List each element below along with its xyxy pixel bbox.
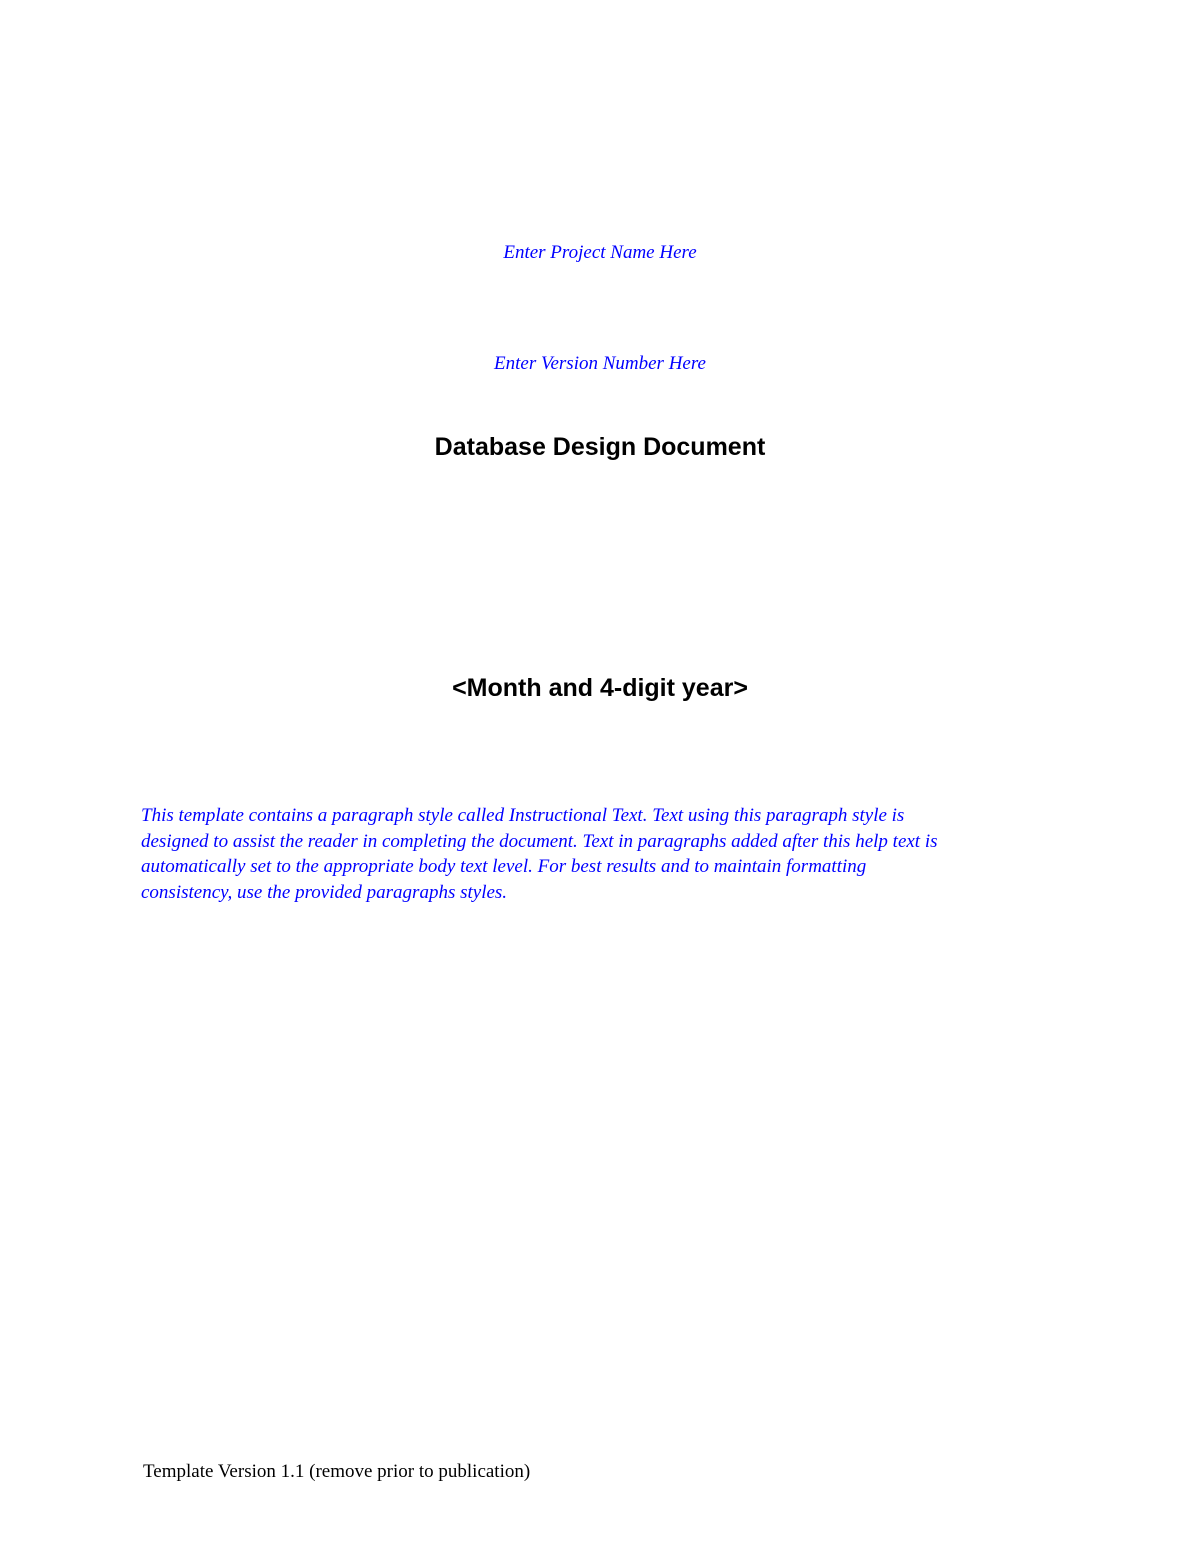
version-number-placeholder[interactable]: Enter Version Number Here (494, 353, 706, 374)
project-name-placeholder[interactable]: Enter Project Name Here (503, 242, 697, 263)
instructional-text-line: consistency, use the provided paragraphs styles. (141, 881, 508, 903)
date-placeholder[interactable]: <Month and 4-digit year> (452, 674, 748, 702)
template-version-footer: Template Version 1.1 (remove prior to publication) (143, 1461, 531, 1482)
instructional-text-line: designed to assist the reader in completing the document. Text in paragraphs added after this help text is (141, 830, 938, 852)
instructional-text-line: This template contains a paragraph style called Instructional Text. Text using this paragraph style is (141, 805, 905, 826)
instructional-text-line: automatically set to the appropriate body text level. For best results and to maintain formatting (141, 856, 867, 877)
document-title: Database Design Document (434, 433, 766, 461)
instructional-text-paragraph (141, 803, 1061, 905)
